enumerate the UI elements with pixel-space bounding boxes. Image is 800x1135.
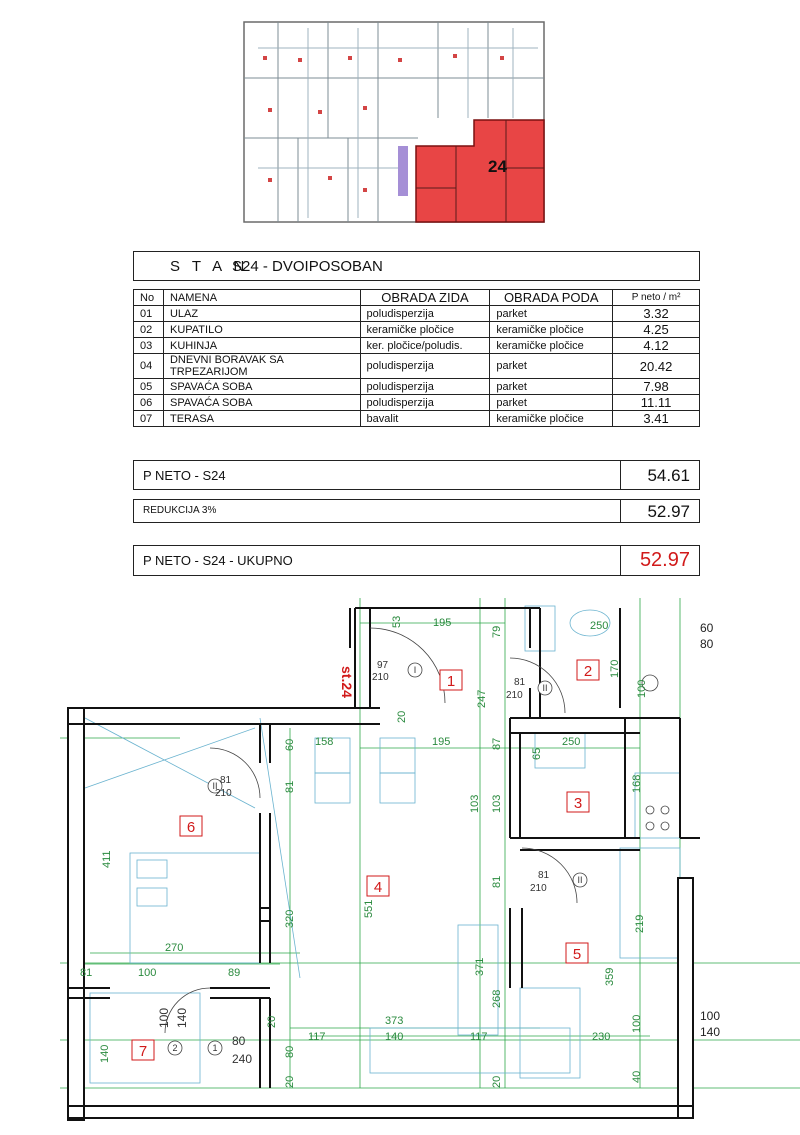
row-name: SPAVAĆA SOBA: [163, 379, 360, 395]
dim: 210: [506, 690, 523, 701]
row-floor: keramičke pločice: [490, 322, 613, 338]
header-wall: OBRADA ZIDA: [360, 290, 490, 306]
room-marker-6: [180, 816, 202, 836]
room-markers: [132, 660, 599, 1060]
row-name: SPAVAĆA SOBA: [163, 395, 360, 411]
dim: 65: [531, 747, 543, 760]
dim: 103: [491, 794, 503, 813]
room-marker-5-label: 5: [572, 946, 582, 963]
row-floor: keramičke pločice: [490, 411, 613, 427]
table-header-row: [134, 290, 700, 306]
dim: 87: [491, 737, 503, 750]
table-row: [134, 395, 700, 411]
row-no: 06: [134, 395, 164, 411]
row-area: 3.41: [613, 411, 700, 427]
floor-plan-drawing: [60, 588, 800, 1130]
total-value: 52.97: [639, 549, 690, 571]
row-floor: parket: [490, 395, 613, 411]
row-area: 7.98: [613, 379, 700, 395]
dim: 117: [470, 1031, 488, 1043]
dim: 140: [175, 1007, 189, 1028]
dim: 100: [636, 679, 648, 698]
room-marker-2: [577, 660, 599, 680]
dim: 81: [514, 677, 526, 688]
row-no: 07: [134, 411, 164, 427]
dim: 140: [700, 1025, 721, 1039]
key-plan-unit-number: 24: [488, 157, 507, 176]
door-mark-2: II: [542, 683, 548, 693]
row-wall: poludisperzija: [360, 354, 490, 379]
dim: 168: [631, 774, 643, 793]
dim: 195: [433, 617, 452, 629]
row-wall: ker. pločice/poludis.: [360, 338, 490, 354]
row-name: ULAZ: [163, 306, 360, 322]
room-table: [133, 289, 700, 427]
dim: 20: [491, 1075, 503, 1088]
table-row: [134, 411, 700, 427]
dim: 371: [474, 957, 486, 976]
dim: 247: [476, 689, 488, 708]
dim: 80: [284, 1045, 296, 1058]
dim: 81: [491, 875, 503, 888]
dim: 210: [372, 672, 389, 683]
dim: 81: [284, 780, 296, 793]
dim: 250: [590, 620, 609, 632]
row-name: TERASA: [163, 411, 360, 427]
row-no: 01: [134, 306, 164, 322]
row-floor: parket: [490, 379, 613, 395]
door-mark-6: 2: [172, 1043, 178, 1053]
door-mark-5: 1: [212, 1043, 218, 1053]
total-row: [133, 545, 700, 576]
dim: 210: [530, 883, 547, 894]
header-name: NAMENA: [163, 290, 360, 306]
key-plan-drawing: [238, 18, 548, 240]
unit-label: st.24: [339, 666, 355, 698]
total-label: P NETO - S24 - UKUPNO: [143, 553, 293, 568]
dim: 80: [232, 1034, 246, 1048]
dim: 100: [138, 967, 157, 979]
dim: 53: [391, 615, 403, 628]
room-marker-7-label: 7: [138, 1043, 148, 1060]
reduction-value: 52.97: [647, 502, 690, 521]
dim: 268: [491, 989, 503, 1008]
reduction-separator: [620, 500, 621, 522]
dim: 40: [631, 1070, 643, 1083]
dim: 195: [432, 736, 451, 748]
neto-separator: [620, 461, 621, 489]
neto-row: [133, 460, 700, 490]
room-marker-3: [567, 792, 589, 812]
reduction-row: [133, 499, 700, 523]
dim: 158: [315, 736, 334, 748]
dim: 89: [228, 967, 241, 979]
dim: 81: [80, 967, 93, 979]
dim: 100: [157, 1007, 171, 1028]
dim: 20: [396, 710, 408, 723]
dim: 210: [215, 788, 232, 799]
header-area: P neto / m²: [613, 290, 700, 306]
dim: 20: [284, 1075, 296, 1088]
dim: 81: [220, 775, 232, 786]
door-mark-3: II: [212, 781, 218, 791]
reduction-label: REDUKCIJA 3%: [143, 505, 217, 516]
table-row: [134, 338, 700, 354]
dim: 60: [284, 738, 296, 751]
room-marker-6-label: 6: [186, 819, 196, 836]
door-mark-1: I: [413, 665, 417, 675]
dim: 81: [538, 870, 550, 881]
room-marker-7: [132, 1040, 154, 1060]
row-area: 11.11: [613, 395, 700, 411]
dim: 60: [700, 621, 714, 635]
row-area: 20.42: [613, 354, 700, 379]
key-plan: [238, 18, 548, 240]
row-name: DNEVNI BORAVAK SA TRPEZARIJOM: [163, 354, 360, 379]
room-marker-3-label: 3: [573, 795, 583, 812]
row-wall: keramičke pločice: [360, 322, 490, 338]
room-marker-4: [367, 876, 389, 896]
row-name: KUPATILO: [163, 322, 360, 338]
room-marker-1-label: 1: [446, 673, 456, 690]
neto-value: 54.61: [647, 466, 690, 485]
row-area: 3.32: [613, 306, 700, 322]
row-no: 03: [134, 338, 164, 354]
row-wall: poludisperzija: [360, 395, 490, 411]
dim: 117: [308, 1031, 326, 1043]
dim: 270: [165, 942, 184, 954]
apartment-title: S24 - DVOIPOSOBAN: [232, 258, 383, 275]
dim: 551: [363, 899, 375, 918]
row-wall: poludisperzija: [360, 379, 490, 395]
total-separator: [620, 546, 621, 575]
table-row: [134, 306, 700, 322]
dim: 80: [700, 637, 714, 651]
row-floor: keramičke pločice: [490, 338, 613, 354]
dim: 230: [592, 1031, 611, 1043]
dim: 250: [562, 736, 581, 748]
dim: 100: [700, 1009, 721, 1023]
dim: 79: [491, 625, 503, 638]
table-row: [134, 379, 700, 395]
dim: 140: [99, 1044, 111, 1063]
row-wall: poludisperzija: [360, 306, 490, 322]
dim: 97: [377, 660, 389, 671]
row-floor: parket: [490, 306, 613, 322]
dim: 359: [604, 967, 616, 986]
row-area: 4.12: [613, 338, 700, 354]
dim: 100: [631, 1014, 643, 1033]
row-no: 02: [134, 322, 164, 338]
apartment-title-prefix: S T A N: [170, 258, 249, 275]
dim: 170: [609, 659, 621, 678]
dim: 240: [232, 1052, 253, 1066]
dim: 373: [385, 1015, 404, 1027]
header-no: No: [134, 290, 164, 306]
dim: 320: [284, 909, 296, 928]
highlighted-unit: [416, 120, 544, 222]
room-marker-2-label: 2: [583, 663, 593, 680]
dim: 140: [385, 1031, 404, 1043]
dim: 219: [634, 914, 646, 933]
door-mark-4: II: [577, 875, 583, 885]
apartment-title-box: [133, 251, 700, 281]
row-area: 4.25: [613, 322, 700, 338]
row-floor: parket: [490, 354, 613, 379]
dim: 20: [266, 1015, 278, 1028]
dim: 103: [469, 794, 481, 813]
floor-plan: [60, 588, 800, 1130]
room-marker-5: [566, 943, 588, 963]
neto-label: P NETO - S24: [143, 468, 226, 483]
header-floor: OBRADA PODA: [490, 290, 613, 306]
row-no: 05: [134, 379, 164, 395]
row-wall: bavalit: [360, 411, 490, 427]
dim: 411: [101, 850, 113, 868]
room-marker-4-label: 4: [373, 879, 383, 896]
dimension-labels: [80, 616, 720, 1088]
row-no: 04: [134, 354, 164, 379]
room-marker-1: [440, 670, 462, 690]
table-row: [134, 322, 700, 338]
table-row: [134, 354, 700, 379]
row-name: KUHINJA: [163, 338, 360, 354]
